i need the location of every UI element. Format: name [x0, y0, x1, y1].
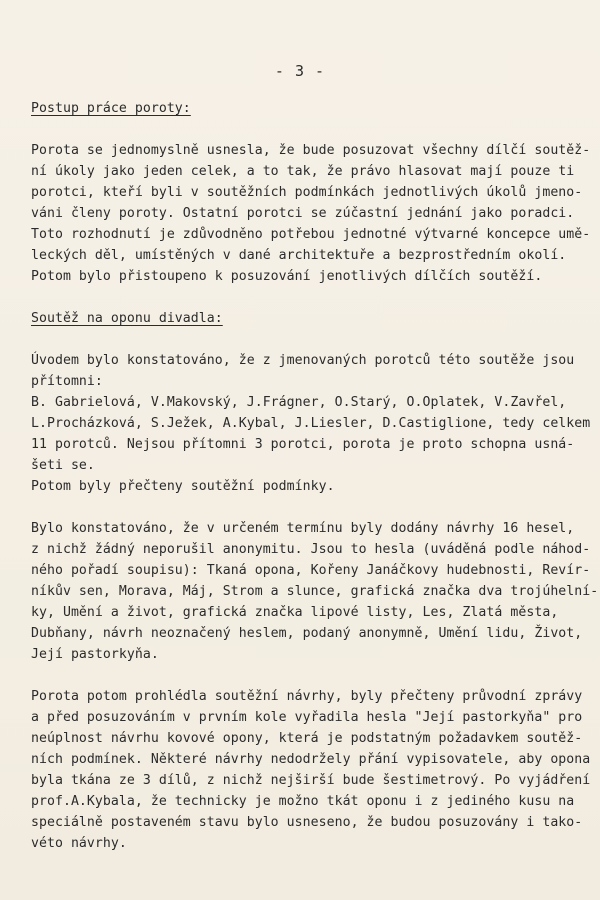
- text-line: z nichž žádný neporušil anonymitu. Jsou to hesla (uváděná podle náhod-: [31, 542, 591, 557]
- text-line: Dubňany, návrh neoznačený heslem, podaný anonymně, Umění lidu, Život,: [31, 626, 583, 641]
- spacer: [31, 497, 586, 518]
- text-line: a před posuzováním v prvním kole vyřadila hesla "Její pastorkyňa" pro: [31, 710, 583, 725]
- page-number: - 3 -: [274, 62, 326, 80]
- paragraph: [31, 140, 591, 287]
- text-line: Bylo konstatováno, že v určeném termínu byly dodány návrhy 16 hesel,: [31, 521, 575, 536]
- text-line: ného pořadí soupisu): Tkaná opona, Kořeny Janáčkovy hudebnosti, Revír-: [31, 563, 591, 578]
- text-line: šeti se.: [31, 458, 95, 473]
- text-line: Porota se jednomyslně usnesla, že bude posuzovat všechny dílčí soutěž-: [31, 143, 591, 158]
- paragraph: [31, 686, 591, 854]
- text-line: prof.A.Kybala, že technicky je možno tkát oponu i z jediného kusu na: [31, 794, 575, 809]
- spacer: [31, 854, 586, 875]
- section-heading: Soutěž na oponu divadla:: [31, 311, 223, 326]
- paragraph: [31, 518, 599, 665]
- text-line: Potom byly přečteny soutěžní podmínky.: [31, 479, 335, 494]
- text-line: Potom bylo přistoupeno k posuzování jenotlivých dílčích soutěží.: [31, 269, 543, 284]
- text-line: L.Procházková, S.Ježek, A.Kybal, J.Liesler, D.Castiglione, tedy celkem: [31, 416, 591, 431]
- text-line: níkův sen, Morava, Máj, Strom a slunce, grafická značka dva trojúhelní-: [31, 584, 599, 599]
- text-line: 11 porotců. Nejsou přítomni 3 porotci, porota je proto schopna usná-: [31, 437, 575, 452]
- text-line: porotci, kteří byli v soutěžních podmínkách jednotlivých úkolů jmeno-: [31, 185, 583, 200]
- text-line: ky, Umění a život, grafická značka lipové listy, Les, Zlatá města,: [31, 605, 559, 620]
- text-line: Porota potom prohlédla soutěžní návrhy, byly přečteny průvodní zprávy: [31, 689, 583, 704]
- section-heading: Postup práce poroty:: [31, 101, 191, 116]
- text-line: véto návrhy.: [31, 836, 127, 851]
- text-line: byla tkána ze 3 dílů, z nichž nejširší bude šestimetrový. Po vyjádření: [31, 773, 591, 788]
- spacer: [31, 665, 586, 686]
- text-line: ních podmínek. Některé návrhy nedodržely přání vypisovatele, aby opona: [31, 752, 591, 767]
- text-line: speciálně postaveném stavu bylo usneseno, že budou posuzovány i tako-: [31, 815, 583, 830]
- text-line: váni členy poroty. Ostatní porotci se zúčastní jednání jako poradci.: [31, 206, 575, 221]
- spacer: [31, 287, 586, 308]
- text-line: B. Gabrielová, V.Makovský, J.Frágner, O.Starý, O.Oplatek, V.Zavřel,: [31, 395, 567, 410]
- paragraph: [31, 350, 591, 497]
- text-line: ní úkoly jako jeden celek, a to tak, že právo hlasovat mají pouze ti: [31, 164, 575, 179]
- text-line: Její pastorkyňa.: [31, 647, 159, 662]
- spacer: [31, 329, 586, 350]
- text-line: Úvodem bylo konstatováno, že z jmenovaných porotců této soutěže jsou: [31, 353, 575, 368]
- text-line: leckých děl, umístěných v dané architektuře a bezprostředním okolí.: [31, 248, 567, 263]
- text-line: přítomni:: [31, 374, 103, 389]
- text-line: neúplnost návrhu kovové opony, která je podstatným požadavkem soutěž-: [31, 731, 583, 746]
- text-line: Toto rozhodnutí je zdůvodněno potřebou jednotné výtvarné koncepce umě-: [31, 227, 591, 242]
- spacer: [31, 119, 586, 140]
- document-body: [31, 98, 599, 875]
